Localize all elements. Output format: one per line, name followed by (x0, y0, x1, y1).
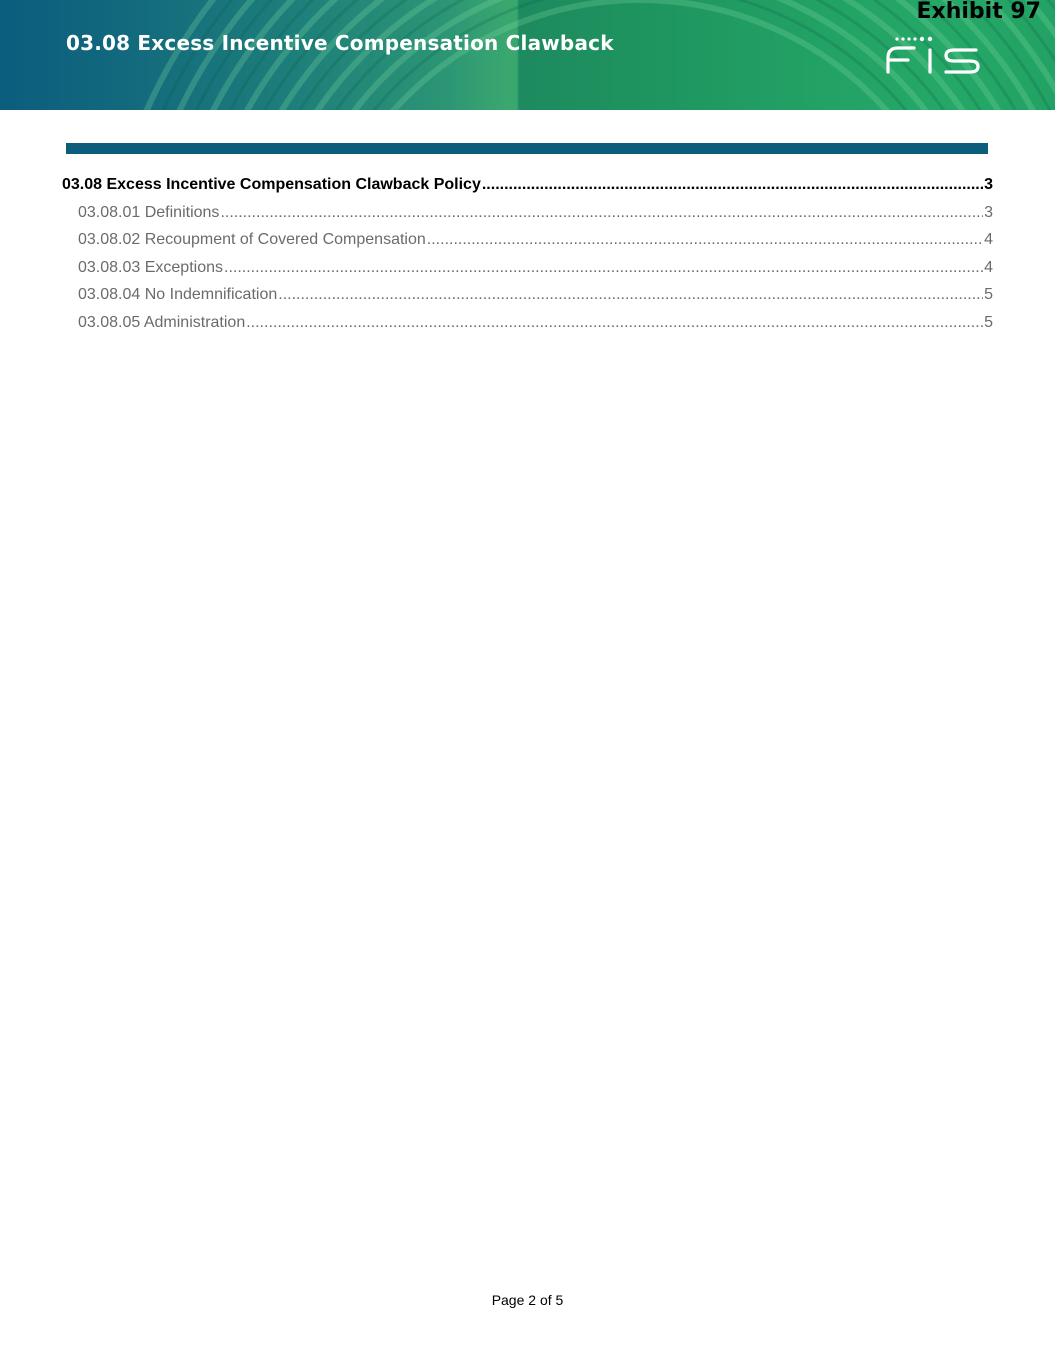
toc-entry[interactable] (62, 286, 993, 314)
toc-entry-label: 03.08.01 Definitions (78, 203, 220, 221)
toc-dot-leader (427, 231, 983, 249)
toc-entry-label: 03.08.02 Recoupment of Covered Compensation (78, 231, 426, 248)
toc-dot-leader (220, 204, 983, 222)
toc-entry-page: 5 (984, 313, 993, 331)
toc-entry[interactable] (62, 204, 993, 232)
toc-entry[interactable] (62, 314, 993, 342)
section-rule (66, 143, 988, 154)
toc-entry-label: 03.08 Excess Incentive Compensation Clawback Policy (62, 176, 481, 193)
toc-entry-label: 03.08.04 No Indemnification (78, 286, 278, 303)
toc-entry-page: 4 (984, 258, 993, 276)
toc-entry-label: 03.08.03 Exceptions (78, 258, 223, 276)
toc-dot-leader (246, 314, 983, 332)
page-number: Page 2 of 5 (491, 1292, 564, 1308)
document-title: 03.08 Excess Incentive Compensation Clawback (66, 31, 614, 55)
toc-entry-label: 03.08.05 Administration (78, 313, 246, 331)
toc-dot-leader (224, 259, 983, 277)
toc-entry-page: 5 (984, 286, 993, 303)
toc-entry-page: 4 (984, 231, 993, 248)
fis-logo (884, 36, 984, 78)
toc-dot-leader (278, 286, 983, 304)
table-of-contents (62, 176, 993, 341)
header-banner (0, 0, 1055, 110)
toc-entry[interactable] (62, 259, 993, 287)
toc-entry[interactable] (62, 176, 993, 204)
toc-dot-leader (482, 176, 983, 194)
exhibit-label: Exhibit 97 (916, 0, 1041, 24)
toc-entry[interactable] (62, 231, 993, 259)
toc-entry-page: 3 (984, 176, 993, 193)
toc-entry-page: 3 (984, 203, 993, 221)
